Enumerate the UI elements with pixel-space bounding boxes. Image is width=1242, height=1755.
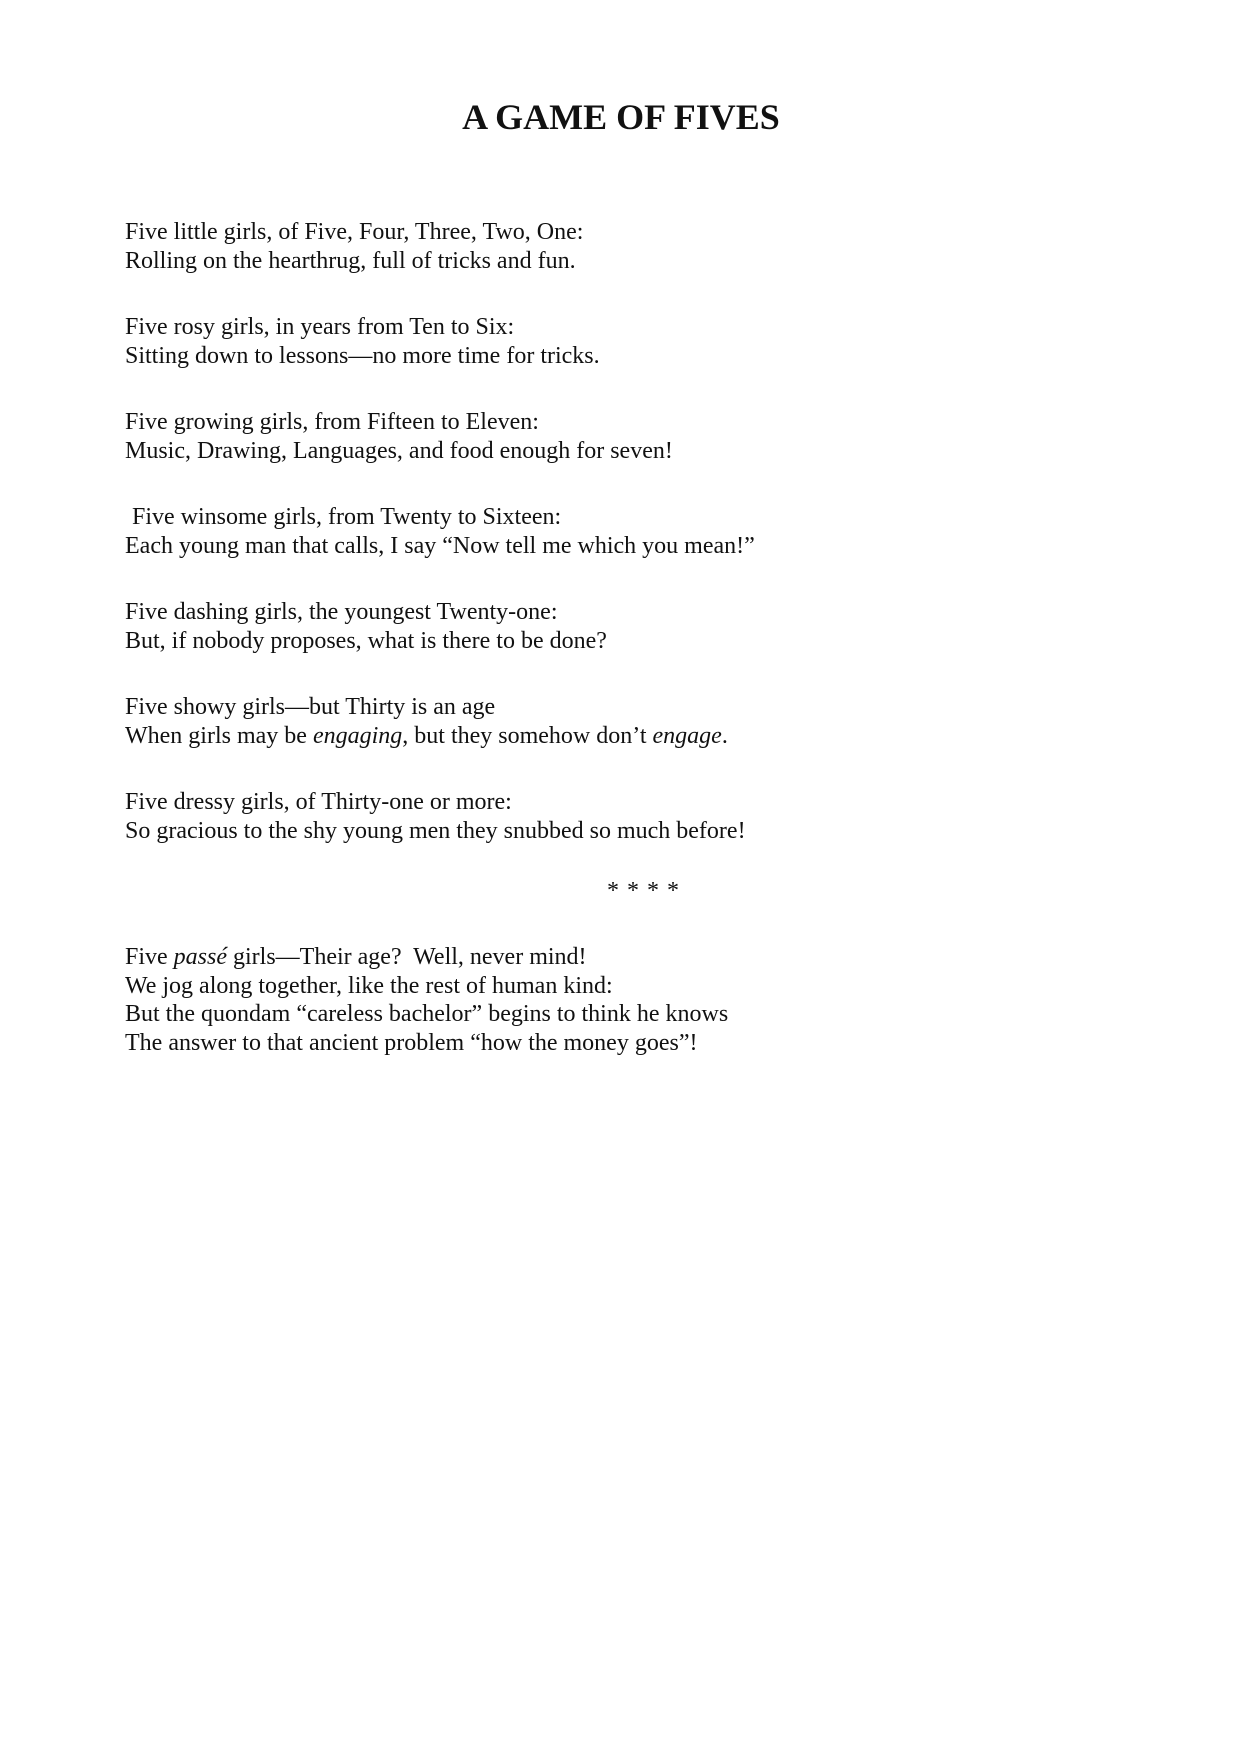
stanza-1 (125, 218, 1125, 275)
line-text: Five (125, 944, 174, 970)
stanza-5 (125, 598, 1125, 655)
line-text: . (721, 722, 728, 749)
poem-line: Five growing girls, from Fifteen to Eleven: (125, 409, 539, 435)
poem-line: But the quondam “careless bachelor” begins to think he knows (125, 1001, 729, 1027)
poem-line: Five showy girls—but Thirty is an age (125, 694, 496, 720)
stanza-final (125, 943, 1125, 1057)
italic-word: passé (173, 944, 228, 970)
poem-line: Five rosy girls, in years from Ten to Six: (125, 314, 515, 340)
poem-line (125, 722, 1125, 751)
italic-word: engaging (312, 722, 403, 749)
poem-line: Five little girls, of Five, Four, Three, Two, One: (125, 219, 584, 245)
poem-line: The answer to that ancient problem “how the money goes”! (125, 1029, 698, 1056)
line-text: When girls may be (125, 722, 313, 749)
poem-body (125, 218, 1125, 1095)
poem-line: But, if nobody proposes, what is there to be done? (125, 627, 607, 654)
poem-line: Five winsome girls, from Twenty to Sixteen: (132, 504, 562, 530)
stanza-7 (125, 788, 1125, 845)
poem-line: So gracious to the shy young men they snubbed so much before! (125, 817, 746, 844)
poem-title: A GAME OF FIVES (462, 97, 780, 137)
stanza-2 (125, 313, 1125, 370)
stanza-6 (125, 693, 1125, 750)
poem-line: Music, Drawing, Languages, and food enough for seven! (125, 437, 673, 464)
section-separator: * * * * (607, 878, 680, 904)
poem-line: Each young man that calls, I say “Now tell me which you mean!” (125, 532, 755, 559)
line-text: , but they somehow don’t (402, 722, 653, 749)
poem-line: We jog along together, like the rest of human kind: (125, 972, 613, 999)
stanza-4 (125, 503, 1125, 560)
poem-line: Five dressy girls, of Thirty-one or more: (125, 789, 512, 815)
poem-line: Sitting down to lessons—no more time for tricks. (125, 342, 600, 369)
italic-word: engage (652, 722, 722, 749)
stanza-3 (125, 408, 1125, 465)
line-text: girls—Their age? Well, never mind! (227, 944, 587, 970)
poem-line: Rolling on the hearthrug, full of tricks and fun. (125, 247, 576, 274)
poem-line (125, 943, 1125, 972)
poem-line: Five dashing girls, the youngest Twenty-one: (125, 599, 558, 625)
